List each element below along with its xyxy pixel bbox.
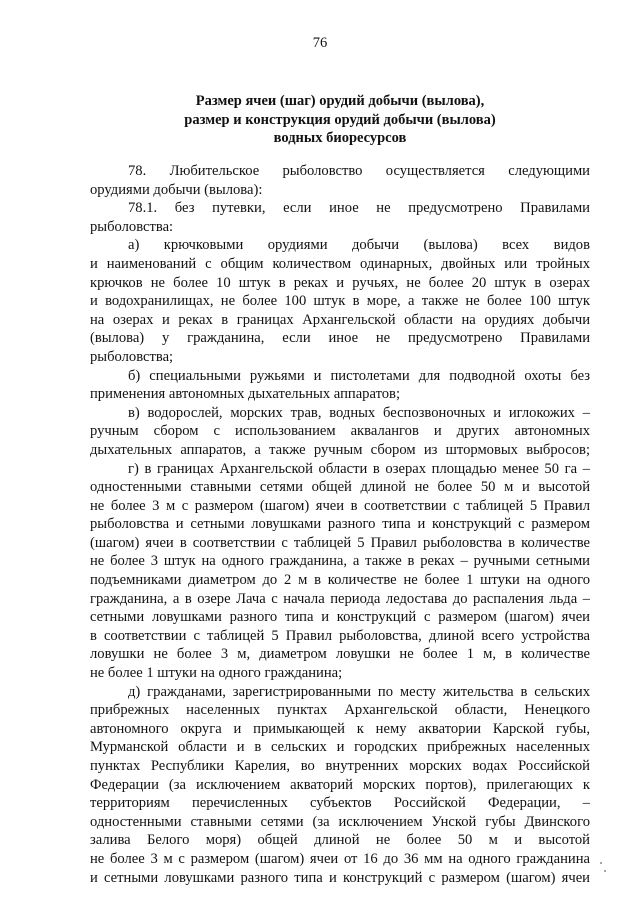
- body-line: орудиями добычи (вылова):: [90, 181, 263, 198]
- body-line: ловушки не более 3 м, диаметром ловушки не более 1 м, в количестве: [90, 646, 590, 663]
- body-line: Мурманской области и в сельских и городских прибрежных населенных: [90, 739, 590, 756]
- page-number: 76: [312, 35, 328, 51]
- body-line: г) в границах Архангельской области в озерах площадью менее 50 га –: [128, 460, 590, 477]
- body-line: не более 1 штуки на одного гражданина;: [90, 665, 343, 682]
- body-line: гражданина, а в озере Лача с начала периода ледостава до распаления льда –: [90, 590, 590, 607]
- body-line: применения автономных дыхательных аппаратов;: [90, 386, 401, 403]
- body-line: не более 3 м с размером (шагом) ячеи от 16 до 36 мм на одного гражданина: [90, 850, 590, 867]
- body-line: залива Белого моря) общей длиной не более 50 м и высотой: [90, 832, 590, 849]
- body-line: Федерации (за исключением акваторий морских портов), прилегающих к: [90, 776, 590, 793]
- body-line: 78. Любительское рыболовство осуществляется следующими: [128, 163, 590, 179]
- body-line: б) специальными ружьями и пистолетами для подводной охоты без: [128, 367, 590, 384]
- body-line: и наименований с общим количеством одинарных, двойных или тройных: [90, 255, 590, 272]
- body-line: не более 3 штук на одного гражданина, а также в реках – ручными сетными: [90, 553, 590, 570]
- body-line: дыхательных аппаратов, а также ручным сбором из штормовых выбросов;: [90, 441, 590, 458]
- body-line: д) гражданами, зарегистрированными по месту жительства в сельских: [128, 683, 590, 700]
- body-line: ручным сбором с использованием аквалангов и других автономных: [90, 423, 590, 440]
- body-line: территориям перечисленных субъектов Российской Федерации, –: [90, 795, 590, 812]
- body-line: рыболовства и сетными ловушками разного типа и конструкций с размером: [90, 516, 590, 533]
- body-line: на озерах и реках в границах Архангельской области на орудиях добычи: [90, 311, 590, 328]
- body-line: рыболовства:: [90, 218, 174, 235]
- body-line: и сетными ловушками разного типа и конструкций с размером (шагом) ячеи: [90, 869, 590, 886]
- body-line: не более 3 м с размером (шагом) ячеи в соответствии с таблицей 5 Правил: [90, 497, 590, 514]
- body-line: (шагом) ячеи в соответствии с таблицей 5 Правил рыболовства в количестве: [90, 534, 590, 551]
- body-line: 78.1. без путевки, если иное не предусмотрено Правилами: [128, 200, 590, 217]
- body-line: и водохранилищах, не более 100 штук в море, а также не более 100 штук: [90, 293, 590, 310]
- scan-speck: [604, 870, 606, 872]
- section-title-line-2: размер и конструкция орудий добычи (вылова): [184, 111, 496, 128]
- body-line: одностенными ставными сетями (за исключением Унской губы Двинского: [90, 813, 590, 830]
- body-line: в) водорослей, морских трав, водных беспозвоночных и иглокожих –: [128, 404, 590, 421]
- body-line: рыболовства;: [90, 348, 174, 365]
- body-line: а) крючковыми орудиями добычи (вылова) всех видов: [128, 237, 590, 254]
- body-line: подъемниками диаметром до 2 м в количестве не более 1 штуки на одного: [90, 572, 590, 589]
- body-text: [90, 162, 590, 887]
- section-title-line-1: Размер ячеи (шаг) орудий добычи (вылова),: [195, 93, 485, 109]
- body-line: (вылова) у гражданина, если иное не предусмотрено Правилами: [90, 330, 590, 347]
- body-line: крючков не более 10 штук в реках и ручьях, не более 20 штук в озерах: [90, 274, 590, 291]
- body-line: сетными ловушками разного типа и конструкций с размером (шагом) ячеи: [90, 609, 590, 626]
- scan-speck: [600, 862, 602, 864]
- body-line: в соответствии с таблицей 5 Правил рыболовства, длиной всего устройства: [90, 627, 590, 644]
- body-line: одностенными ставными сетями общей длиной не более 50 м и высотой: [90, 479, 590, 496]
- body-line: автономного округа и примыкающей к нему акватории Карской губы,: [90, 720, 590, 737]
- body-line: пунктах Республики Карелия, во внутренних морских водах Российской: [90, 758, 590, 774]
- section-title: [90, 92, 590, 148]
- body-line: прибрежных населенных пунктах Архангельской области, Ненецкого: [90, 702, 590, 719]
- section-title-line-3: водных биоресурсов: [273, 130, 407, 146]
